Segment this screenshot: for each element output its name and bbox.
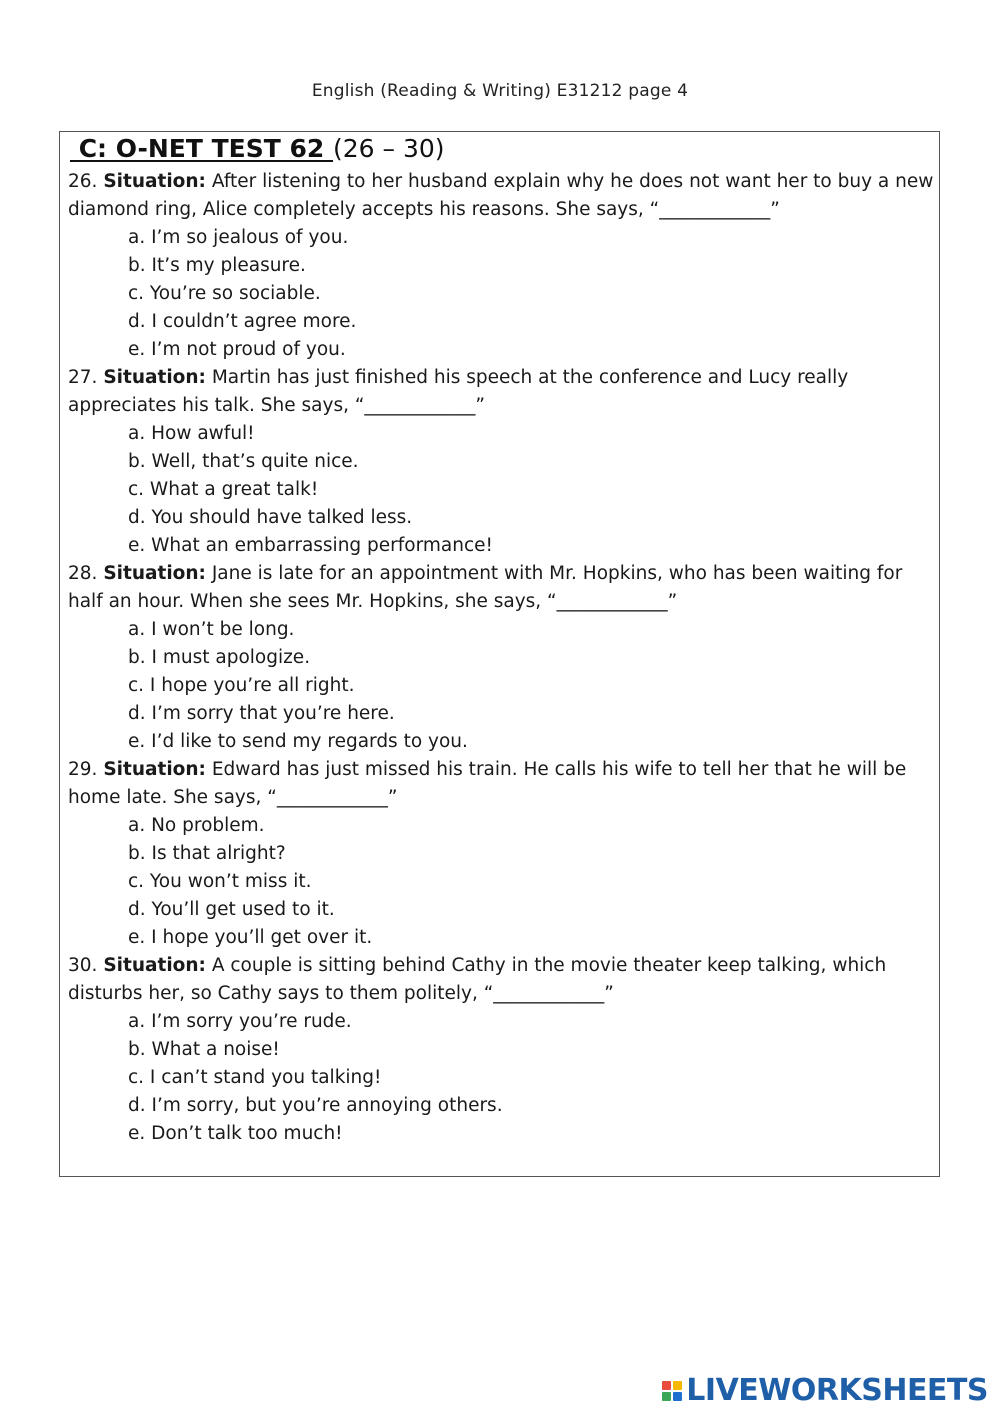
logo-square-red: [662, 1381, 671, 1390]
option-b[interactable]: b. It’s my pleasure.: [128, 255, 306, 276]
question-29: [68, 756, 934, 952]
logo-square-yellow: [673, 1381, 682, 1390]
option-e[interactable]: e. I’d like to send my regards to you.: [128, 731, 468, 752]
situation-label: Situation:: [103, 171, 206, 192]
situation-text: Jane is late for an appointment with Mr. Hopkins, who has been waiting for half an hour. When she sees Mr. Hopkins, she says, “____________”: [68, 563, 903, 612]
question-number: 27.: [68, 367, 98, 388]
option-e[interactable]: e. Don’t talk too much!: [128, 1123, 343, 1144]
question-number: 30.: [68, 955, 98, 976]
situation-label: Situation:: [103, 367, 206, 388]
section-title-main: C: O-NET TEST 62: [70, 134, 333, 163]
option-d[interactable]: d. You’ll get used to it.: [128, 899, 335, 920]
question-stem: [68, 952, 934, 1008]
question-26: [68, 168, 934, 364]
option-e[interactable]: e. I’m not proud of you.: [128, 339, 346, 360]
option-list: [68, 420, 934, 560]
question-stem: [68, 756, 934, 812]
logo-mark-icon: [662, 1381, 682, 1401]
option-c[interactable]: c. You’re so sociable.: [128, 283, 321, 304]
question-30: [68, 952, 934, 1148]
option-d[interactable]: d. I’m sorry that you’re here.: [128, 703, 395, 724]
liveworksheets-logo: [662, 1373, 988, 1408]
situation-label: Situation:: [103, 563, 206, 584]
question-list: [68, 168, 934, 1148]
section-title: [70, 134, 445, 163]
option-d[interactable]: d. You should have talked less.: [128, 507, 413, 528]
option-a[interactable]: a. How awful!: [128, 423, 255, 444]
question-number: 29.: [68, 759, 98, 780]
option-e[interactable]: e. I hope you’ll get over it.: [128, 927, 373, 948]
option-c[interactable]: c. What a great talk!: [128, 479, 319, 500]
option-c[interactable]: c. I hope you’re all right.: [128, 675, 355, 696]
question-number: 28.: [68, 563, 98, 584]
page-header: English (Reading & Writing) E31212 page 4: [311, 81, 689, 101]
situation-text: Martin has just finished his speech at the conference and Lucy really appreciates his talk. She says, “____________”: [68, 367, 849, 416]
situation-text: After listening to her husband explain why he does not want her to buy a new diamond ring, Alice completely accepts his reasons. She says, “____________”: [68, 171, 934, 220]
option-list: [68, 1008, 934, 1148]
option-list: [68, 812, 934, 952]
question-28: [68, 560, 934, 756]
option-a[interactable]: a. I’m sorry you’re rude.: [128, 1011, 352, 1032]
option-b[interactable]: b. Is that alright?: [128, 843, 286, 864]
question-27: [68, 364, 934, 560]
question-number: 26.: [68, 171, 98, 192]
logo-text: LIVEWORKSHEETS: [686, 1373, 988, 1408]
option-b[interactable]: b. Well, that’s quite nice.: [128, 451, 359, 472]
situation-text: A couple is sitting behind Cathy in the movie theater keep talking, which disturbs her, so Cathy says to them politely, “____________”: [68, 955, 887, 1004]
option-d[interactable]: d. I’m sorry, but you’re annoying others.: [128, 1095, 503, 1116]
option-b[interactable]: b. I must apologize.: [128, 647, 311, 668]
logo-square-blue: [673, 1392, 682, 1401]
option-list: [68, 616, 934, 756]
question-stem: [68, 168, 934, 224]
option-c[interactable]: c. You won’t miss it.: [128, 871, 312, 892]
situation-text: Edward has just missed his train. He calls his wife to tell her that he will be home late. She says, “____________”: [68, 759, 907, 808]
question-stem: [68, 364, 934, 420]
option-list: [68, 224, 934, 364]
option-a[interactable]: a. I’m so jealous of you.: [128, 227, 349, 248]
section-range: (26 – 30): [333, 134, 445, 163]
option-b[interactable]: b. What a noise!: [128, 1039, 280, 1060]
option-c[interactable]: c. I can’t stand you talking!: [128, 1067, 382, 1088]
logo-square-green: [662, 1392, 671, 1401]
question-stem: [68, 560, 934, 616]
situation-label: Situation:: [103, 955, 206, 976]
option-a[interactable]: a. No problem.: [128, 815, 265, 836]
option-e[interactable]: e. What an embarrassing performance!: [128, 535, 493, 556]
option-d[interactable]: d. I couldn’t agree more.: [128, 311, 357, 332]
option-a[interactable]: a. I won’t be long.: [128, 619, 295, 640]
situation-label: Situation:: [103, 759, 206, 780]
